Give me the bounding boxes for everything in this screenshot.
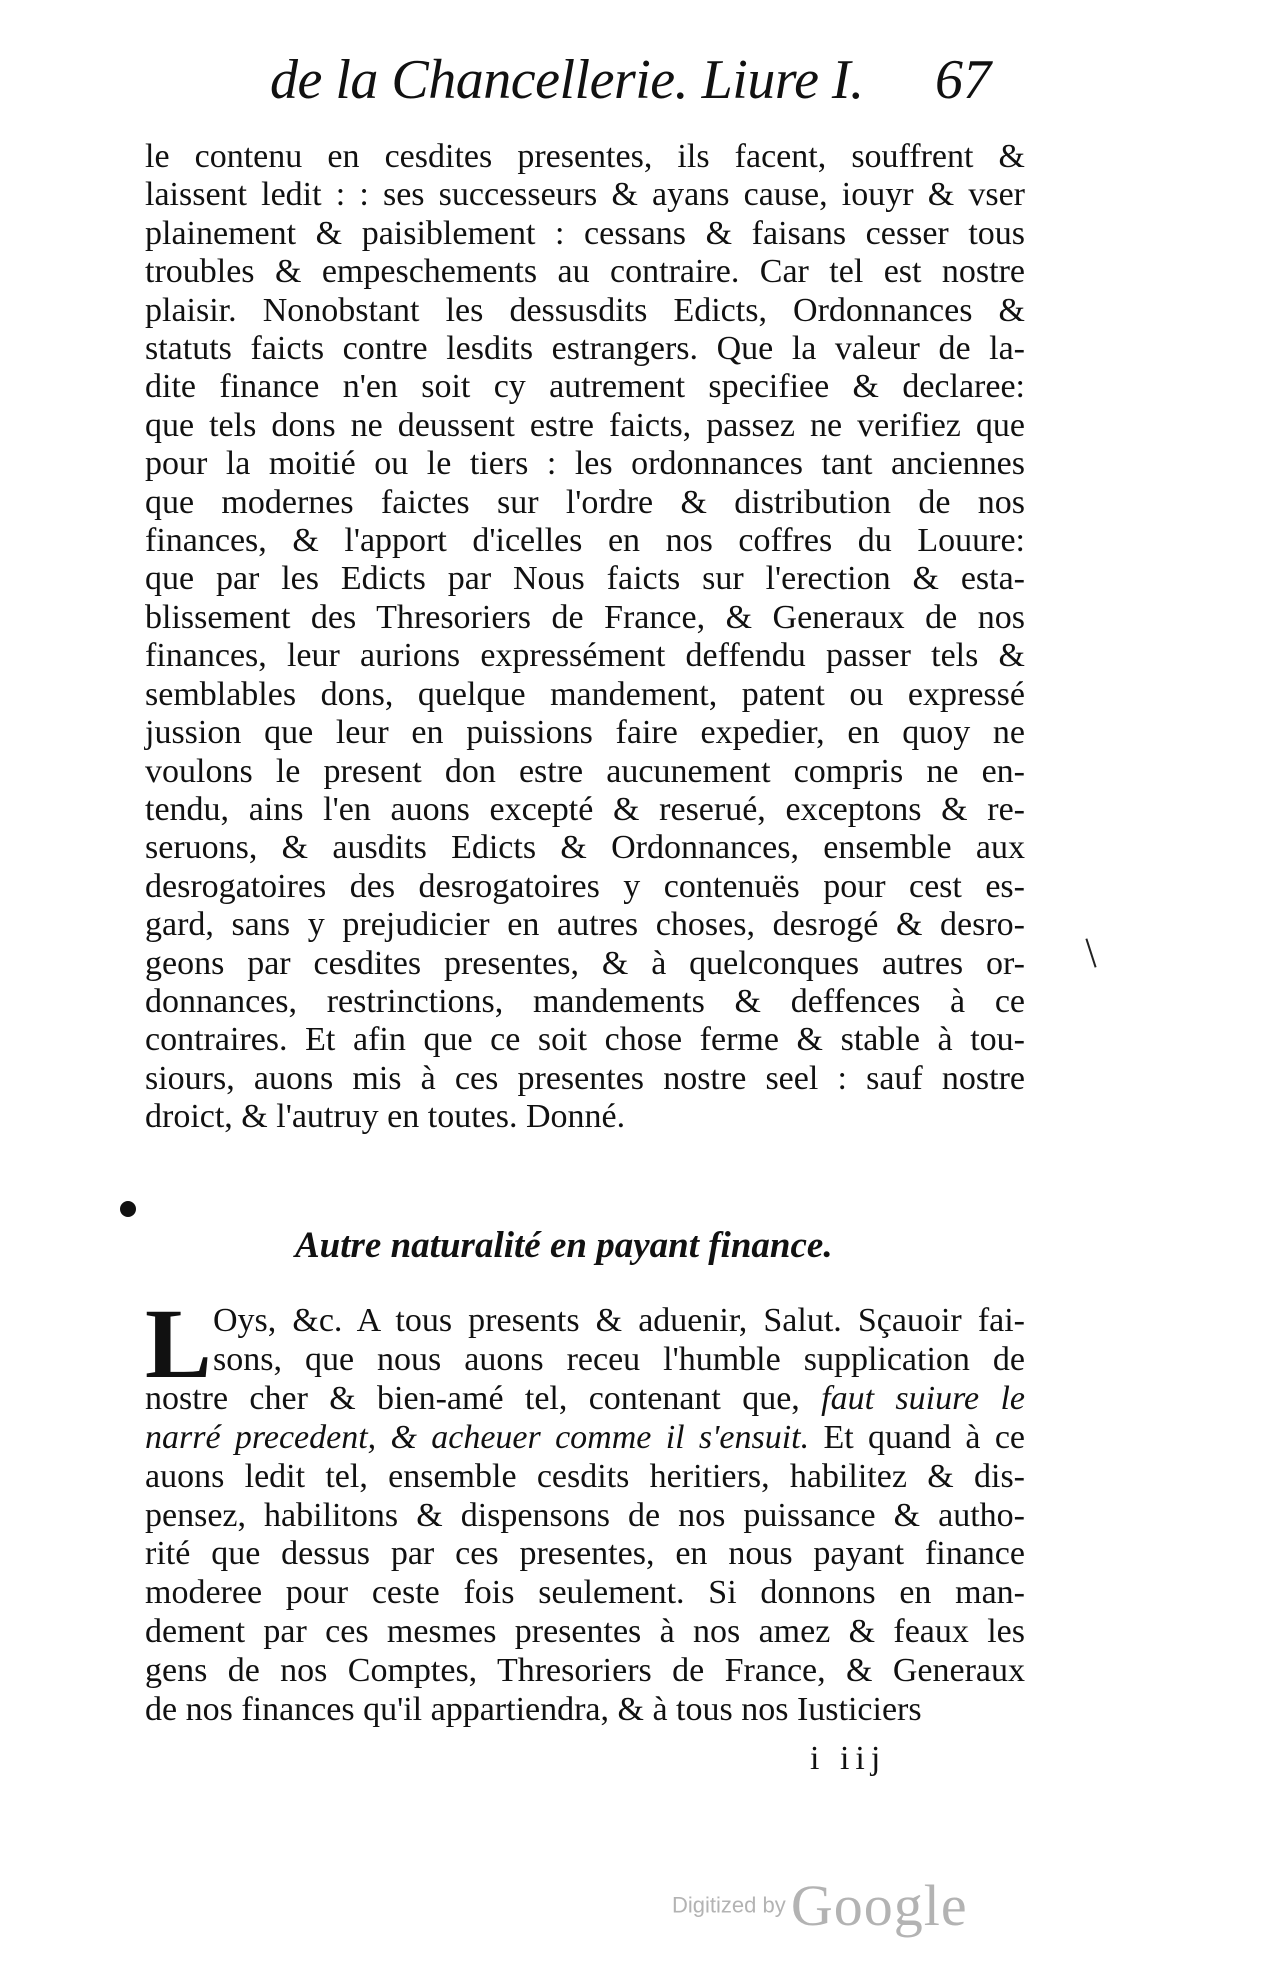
text-line: blissement des Thresoriers de France, & Generaux de nos [145, 598, 1025, 636]
text-line: dite finance n'en soit cy autrement specifiee & declaree: [145, 368, 1025, 406]
text-line: tendu, ains l'en auons excepté & reserué, exceptons & re- [145, 790, 1025, 828]
body-passage-2 [145, 1288, 1026, 1730]
text-line: siours, auons mis à ces presentes nostre seel : sauf nostre [145, 1059, 1025, 1097]
text-line: pensez, habilitons & dispensons de nos puissance & autho- [145, 1496, 1025, 1534]
text-lines-rest [145, 1458, 1025, 1730]
text-line: que tels dons ne deussent estre faicts, passez ne verifiez que [145, 406, 1025, 444]
text-line: plaisir. Nonobstant les dessusdits Edicts, Ordonnances & [145, 291, 1025, 329]
text-line: gens de nos Comptes, Thresoriers de France, & Generaux [145, 1652, 1025, 1690]
ink-mark [1085, 938, 1096, 967]
signature-mark: i iij [810, 1740, 887, 1777]
text-line: voulons le present don estre aucunement compris ne en- [145, 752, 1025, 790]
google-logo: Google [790, 1873, 968, 1938]
text-line: sons, que nous auons receu l'humble supplication de [213, 1340, 1025, 1378]
text-line: troubles & empeschements au contraire. Car tel est nostre [145, 253, 1025, 291]
text-line: statuts faicts contre lesdits estrangers. Que la valeur de la- [145, 330, 1025, 368]
text-line: desrogatoires des desrogatoires y contenuës pour cest es- [145, 867, 1025, 905]
text-line: donnances, restrinctions, mandements & deffences à ce [145, 982, 1025, 1020]
bullet-mark [120, 1201, 136, 1217]
page-number: 67 [935, 49, 991, 111]
italic-instruction: faut suiure le [821, 1379, 1026, 1417]
text-run: nostre cher & bien-amé tel, contenant que, [145, 1379, 800, 1417]
text-line: jussion que leur en puissions faire expedier, en quoy ne [145, 714, 1025, 752]
text-line: de nos finances qu'il appartiendra, & à tous nos Iusticiers [145, 1691, 922, 1729]
text-line: moderee pour ceste fois seulement. Si donnons en man- [145, 1574, 1025, 1612]
text-line: gard, sans y prejudicier en autres choses, desrogé & desro- [145, 906, 1025, 944]
watermark-prefix: Digitized by [672, 1892, 786, 1918]
drop-capital: L [145, 1288, 212, 1399]
text-run: Et quand à ce [823, 1418, 1026, 1456]
text-line: rité que dessus par ces presentes, en nous payant finance [145, 1535, 1025, 1573]
page-header [0, 48, 1266, 138]
text-line: geons par cesdites presentes, & à quelconques autres or- [145, 944, 1025, 982]
digitized-watermark [672, 1872, 968, 1939]
text-line: laissent ledit : : ses successeurs & ayans cause, iouyr & vser [145, 176, 1025, 214]
body-passage-1 [145, 138, 1025, 1137]
text-line: Oys, &c. A tous presents & aduenir, Salut. Sçauoir fai- [213, 1302, 1025, 1339]
text-line: droict, & l'autruy en toutes. Donné. [145, 1098, 626, 1136]
text-line: finances, & l'apport d'icelles en nos coffres du Louure: [145, 522, 1025, 560]
text-line: auons ledit tel, ensemble cesdits heritiers, habilitez & dis- [145, 1457, 1025, 1495]
text-line [145, 1380, 1025, 1419]
text-line: que modernes faictes sur l'ordre & distribution de nos [145, 483, 1025, 521]
running-title: de la Chancellerie. Liure I. [270, 49, 864, 111]
italic-instruction: narré precedent, & acheuer comme il s'ensuit. [145, 1418, 810, 1456]
text-line: semblables dons, quelque mandement, patent ou expressé [145, 675, 1025, 713]
text-line: que par les Edicts par Nous faicts sur l'erection & esta- [145, 560, 1025, 598]
section-heading: Autre naturalité en payant finance. [295, 1225, 833, 1266]
text-line: seruons, & ausdits Edicts & Ordonnances, ensemble aux [145, 829, 1025, 867]
text-line: le contenu en cesdites presentes, ils facent, souffrent & [145, 138, 1025, 175]
text-line: contraires. Et afin que ce soit chose ferme & stable à tou- [145, 1021, 1025, 1059]
text-line: plainement & paisiblement : cessans & faisans cesser tous [145, 214, 1025, 252]
text-line: pour la moitié ou le tiers : les ordonnances tant anciennes [145, 445, 1025, 483]
text-line [145, 1419, 1025, 1458]
text-line: dement par ces mesmes presentes à nos amez & feaux les [145, 1613, 1025, 1651]
text-line: finances, leur aurions expressément deffendu passer tels & [145, 637, 1025, 675]
